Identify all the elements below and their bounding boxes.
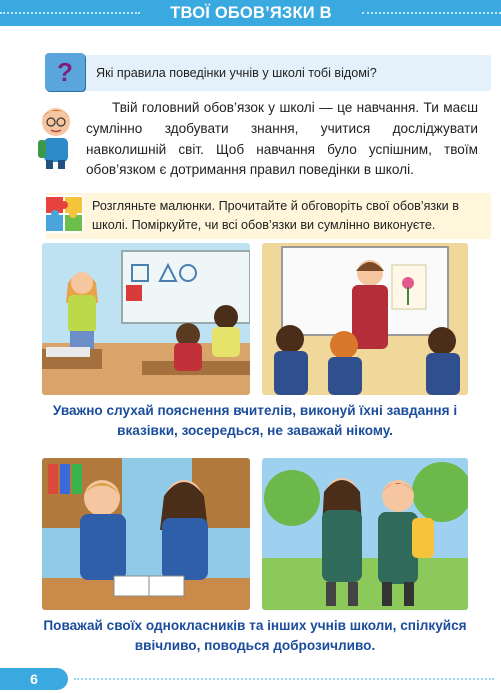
- caption-respect: Поважай своїх однокласників та інших учнів школи, спілкуйся ввічливо, поводься доброзичливо.: [43, 618, 467, 653]
- footer-dots: [74, 678, 494, 680]
- boy-character-icon: [34, 100, 76, 170]
- illustration-teacher-cube: [42, 243, 250, 395]
- page-title: ТВОЇ ОБОВ’ЯЗКИ В ШКОЛІ: [170, 4, 332, 44]
- illustration-students-reading: [42, 458, 250, 610]
- puzzle-icon: [44, 195, 84, 233]
- illustration-teacher-flower: [262, 243, 468, 395]
- caption-listen: Уважно слухай пояснення вчителів, виконуй їхні завдання і вказівки, зосередься, не заважай нікому.: [52, 403, 458, 438]
- intro-paragraph: Твій головний обов’язок у школі — це навчання. Ти маєш сумлінно здобувати знання, учитися досліджувати навколишній світ. Щоб навчання було успішним, твоїм обов’язком є дотримання правил поведінки в школі.: [86, 100, 478, 178]
- header-dots-right: [362, 12, 501, 16]
- question-mark-icon: ?: [45, 53, 85, 91]
- illustration-students-outdoors: [262, 458, 468, 610]
- question-text: Які правила поведінки учнів у школі тобі відомі?: [96, 66, 377, 80]
- task-text: Розгляньте малюнки. Прочитайте й обговоріть свої обов’язки в школі. Поміркуйте, чи всі обов’язки ви сумлінно виконуєте.: [92, 199, 459, 232]
- page-number: 6: [0, 668, 68, 690]
- header-dots-left: [0, 12, 140, 16]
